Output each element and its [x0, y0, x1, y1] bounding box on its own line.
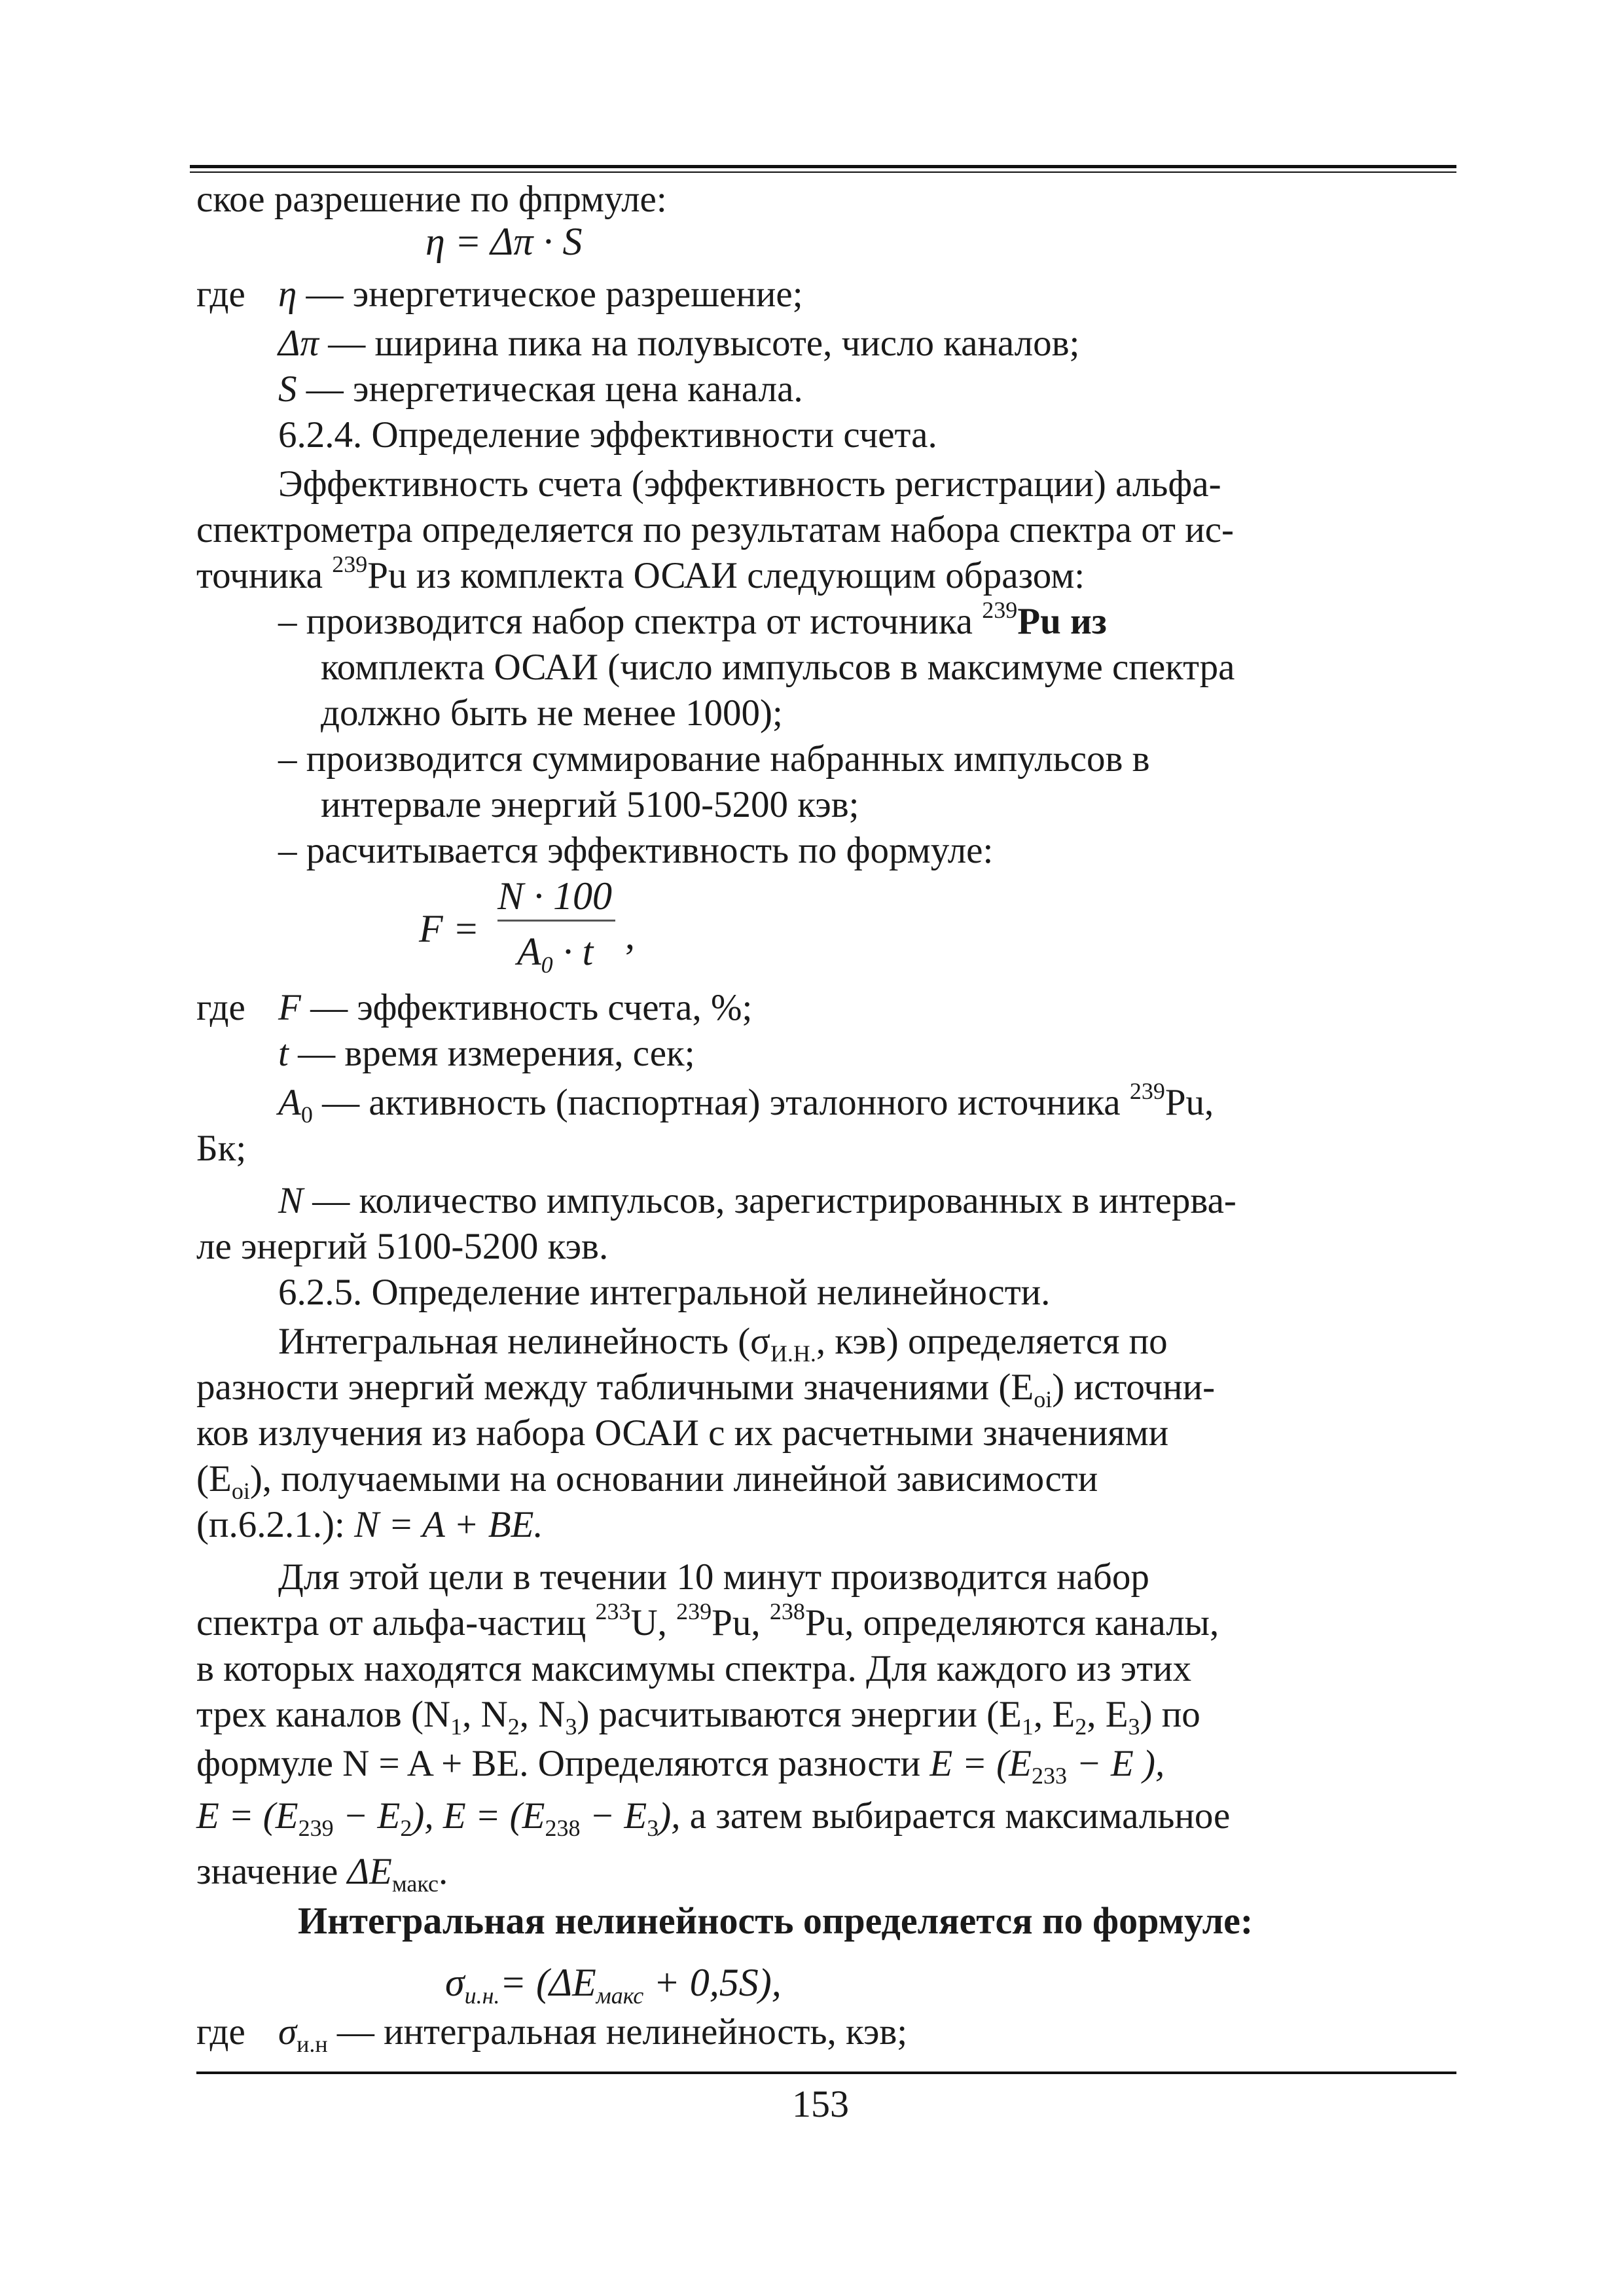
b1-iso-sup: 239	[982, 597, 1018, 623]
p3-l4-g: ) по	[1140, 1694, 1200, 1735]
f-sigma-b: = (ΔE	[499, 1961, 596, 2004]
f-den-b: · t	[552, 930, 594, 973]
top-rule	[190, 165, 1456, 168]
def-dpi-sym: Δπ	[278, 323, 319, 364]
def-eta	[278, 272, 803, 317]
def-eta-text: — энергетическое разрешение;	[306, 274, 803, 315]
p3-l6-s2: 238	[545, 1815, 581, 1841]
where-label-2: где	[196, 987, 245, 1028]
where-label-3: где	[196, 2011, 245, 2053]
f-sigma-sub2: макс	[596, 1982, 644, 2009]
f-sigma-sub: и.н.	[464, 1982, 500, 2009]
p3-l4-e3: 3	[1128, 1713, 1140, 1740]
unit-bk: Бк;	[196, 1128, 247, 1169]
p2-l2-b: ) источни-	[1052, 1367, 1216, 1408]
b1-l1-a: – производится набор спектра от источника	[278, 601, 983, 642]
def-t-text: — время измерения, сек;	[298, 1033, 695, 1074]
paragraph-3-line-1: Для этой цели в течении 10 минут производится набор	[278, 1556, 1149, 1598]
formula-eta: η = Δπ · S	[425, 220, 583, 263]
p2-l1-sub: И.Н.	[770, 1340, 816, 1367]
p3-l4-s3: 3	[565, 1713, 577, 1740]
def-sigma-text: — интегральная нелинейность, кэв;	[336, 2011, 908, 2053]
def-f-text: — эффективность счета, %;	[310, 987, 753, 1028]
paragraph-1-line-2: спектрометра определяется по результатам набора спектра от ис-	[196, 509, 1235, 550]
p3-l2-pu239: Pu,	[712, 1602, 770, 1643]
paragraph-3-line-3: в которых находятся максимумы спектра. Для каждого из этих	[196, 1648, 1192, 1689]
def-dpi-text: — ширина пика на полувысоте, число каналов;	[328, 323, 1080, 364]
def-a0-sym: A	[278, 1082, 301, 1123]
p3-l6-f2b: − E	[580, 1795, 647, 1837]
section-6-2-5: 6.2.5. Определение интегральной нелинейности.	[278, 1272, 1051, 1313]
paragraph-3-line-4	[196, 1692, 1200, 1738]
p3-l7-sub: макс	[391, 1871, 439, 1897]
paragraph-2-line-5	[196, 1502, 543, 1548]
p3-l6-s1: 239	[298, 1815, 334, 1841]
p2-l2-sub: oi	[1034, 1386, 1053, 1412]
page-number: 153	[792, 2083, 849, 2125]
def-f	[278, 985, 752, 1031]
formula-f-bar	[497, 920, 615, 922]
p3-l4-e2: 2	[1075, 1713, 1087, 1740]
def-a0-iso: 239	[1129, 1078, 1165, 1104]
formula-f-numerator: N · 100	[497, 874, 613, 918]
p2-l1-a: Интегральная нелинейность (σ	[278, 1321, 770, 1362]
p3-l6-f1c: ),	[412, 1795, 434, 1837]
def-n-sym: N	[278, 1180, 304, 1221]
def-n-l1: — количество импульсов, зарегистрированных в интерва-	[312, 1180, 1236, 1221]
p1-l3-a: точника	[196, 555, 333, 596]
def-a0	[278, 1080, 1214, 1126]
def-t-sym: t	[278, 1033, 289, 1074]
p3-l6-f1: E = (E	[196, 1795, 298, 1837]
def-a0-tail: Pu,	[1164, 1082, 1214, 1123]
formula-f-comma: ,	[625, 914, 635, 957]
def-s-text: — энергетическая цена канала.	[306, 368, 803, 410]
f-sigma-c: + 0,5S),	[643, 1961, 782, 2004]
p3-l4-a: трех каналов (N	[196, 1694, 451, 1735]
p2-l5-a: (п.6.2.1.):	[196, 1504, 355, 1545]
p3-l6-f1b: − E	[333, 1795, 401, 1837]
p3-l5-a: формуле N = A + BE. Определяются разности	[196, 1743, 930, 1784]
p1-l3-b: Pu из комплекта ОСАИ следующим образом:	[367, 555, 1085, 596]
paragraph-2-line-1	[278, 1319, 1168, 1365]
iso-238-sup: 238	[769, 1598, 805, 1624]
p3-l6-s2b: 3	[647, 1815, 659, 1841]
f-den-sub: 0	[541, 952, 553, 978]
p3-l4-c: , N	[519, 1694, 566, 1735]
def-n-line-2: ле энергий 5100-5200 кэв.	[196, 1226, 609, 1267]
p3-l5-sub: 233	[1031, 1763, 1067, 1789]
paragraph-1-line-1: Эффективность счета (эффективность регистрации) альфа-	[278, 463, 1221, 505]
p3-l4-s2: 2	[507, 1713, 520, 1740]
p3-l5-tail: − E ),	[1066, 1743, 1165, 1784]
p3-l6-s1b: 2	[400, 1815, 412, 1841]
p2-l4-sub: oi	[231, 1478, 250, 1504]
def-sigma-sub: и.н	[297, 2031, 328, 2057]
iso-233-sup: 233	[595, 1598, 631, 1624]
def-eta-sym: η	[278, 274, 297, 315]
p3-l6-text: а затем выбирается максимальное	[689, 1795, 1231, 1837]
paragraph-3-line-6	[196, 1793, 1230, 1839]
bullet-1-line-1	[278, 599, 1107, 645]
paragraph-3-line-7	[196, 1849, 448, 1895]
continued-intro: ское разрешение по фпрмуле:	[196, 179, 667, 220]
p3-l4-b: , N	[462, 1694, 508, 1735]
p3-l2-b: Pu, определяются каналы,	[804, 1602, 1219, 1643]
p2-l4-b: ), получаемыми на основании линейной зависимости	[249, 1458, 1098, 1499]
p2-l2-a: разности энергий между табличными значениями (E	[196, 1367, 1034, 1408]
bottom-rule	[196, 2072, 1456, 2074]
top-rule-thin	[190, 171, 1456, 173]
def-f-sym: F	[278, 987, 301, 1028]
def-t	[278, 1031, 695, 1077]
where-label: где	[196, 274, 245, 315]
p3-l4-e: , E	[1033, 1694, 1075, 1735]
b1-l1-b: Pu из	[1017, 601, 1107, 642]
p3-l2-u: U,	[630, 1602, 677, 1643]
bullet-2-line-2: интервале энергий 5100-5200 кэв;	[321, 784, 859, 825]
p3-l7-b: .	[438, 1851, 448, 1892]
p3-l4-d: ) расчитываются энергии (E	[577, 1694, 1022, 1735]
def-s-sym: S	[278, 368, 297, 410]
f-sigma-a: σ	[445, 1961, 465, 2004]
p3-l7-a: значение	[196, 1851, 348, 1892]
p3-l2-a: спектра от альфа-частиц	[196, 1602, 596, 1643]
paragraph-1-line-3	[196, 553, 1085, 599]
def-a0-sub: 0	[300, 1102, 313, 1128]
f-den-a: A	[517, 930, 541, 973]
p3-l7-formula: ΔE	[347, 1851, 392, 1892]
p3-l4-f: , E	[1087, 1694, 1128, 1735]
formula-f-lhs: F =	[419, 907, 480, 950]
paragraph-3-line-2	[196, 1600, 1219, 1646]
paragraph-3-line-5	[196, 1741, 1164, 1787]
p3-l4-s1: 1	[450, 1713, 463, 1740]
paragraph-2-line-3: ков излучения из набора ОСАИ с их расчетными значениями	[196, 1412, 1169, 1454]
def-s	[278, 367, 803, 412]
def-dpi	[278, 321, 1079, 367]
p3-l5-formula: E = (E	[929, 1743, 1032, 1784]
p3-iso-239-sup: 239	[676, 1598, 712, 1624]
def-sigma-sym: σ	[278, 2011, 297, 2053]
def-a0-text: — активность (паспортная) эталонного источника	[322, 1082, 1130, 1123]
p3-l6-f2: E = (E	[442, 1795, 545, 1837]
paragraph-2-line-4	[196, 1456, 1098, 1502]
p2-l5-formula: N = A + BE.	[354, 1504, 543, 1545]
bullet-1-line-3: должно быть не менее 1000);	[321, 692, 783, 734]
section-6-2-4: 6.2.4. Определение эффективности счета.	[278, 414, 937, 456]
bullet-2-line-1: – производится суммирование набранных импульсов в	[278, 738, 1150, 780]
p3-l6-f2c: ),	[659, 1795, 681, 1837]
bullet-1-line-2: комплекта ОСАИ (число импульсов в максимуме спектра	[321, 647, 1235, 688]
formula-sigma	[445, 1960, 782, 2009]
p3-l4-e1: 1	[1021, 1713, 1034, 1740]
paragraph-2-line-2	[196, 1365, 1215, 1410]
def-sigma	[278, 2009, 907, 2055]
p2-l4-a: (E	[196, 1458, 232, 1499]
bullet-3: – расчитывается эффективность по формуле:	[278, 830, 994, 871]
iso-239-sup: 239	[332, 551, 368, 577]
paragraph-4: Интегральная нелинейность определяется по формуле:	[298, 1899, 1254, 1942]
def-n-line-1	[278, 1178, 1236, 1224]
formula-f-denominator	[517, 929, 594, 978]
p2-l1-b: , кэв) определяется по	[816, 1321, 1168, 1362]
